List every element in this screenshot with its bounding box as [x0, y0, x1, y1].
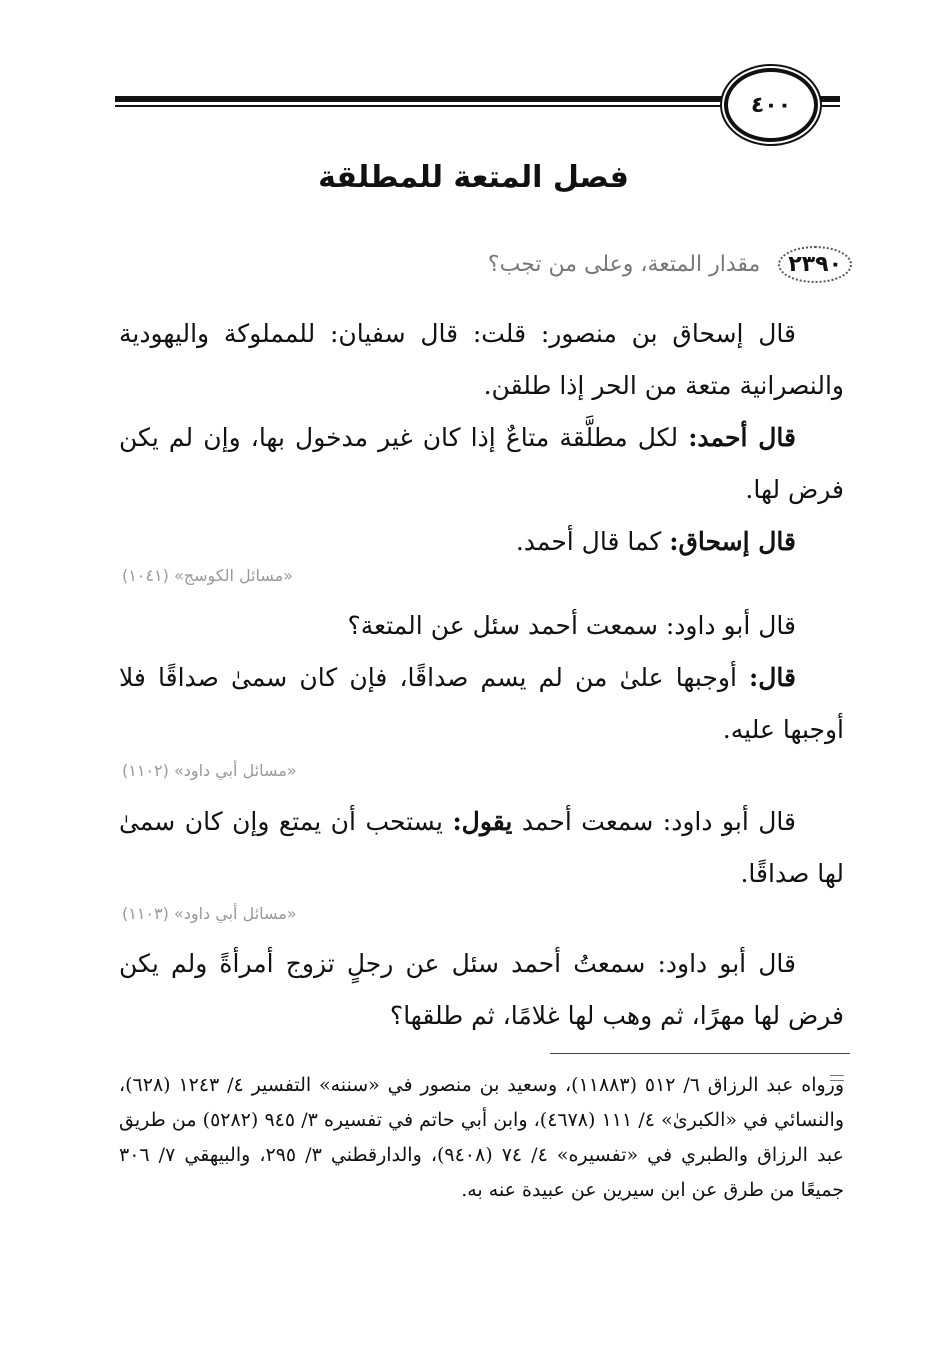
source-citation: «مسائل أبي داود» (١١٠٢): [122, 761, 297, 780]
paragraph-text: لكل مطلَّقة متاعٌ إذا كان غير مدخول بها، وإن لم يكن فرض لها.: [119, 423, 844, 504]
paragraph-text: قال أبو داود: سمعت أحمد: [512, 807, 796, 836]
source-citation: «مسائل الكوسج» (١٠٤١): [122, 566, 294, 585]
issue-heading: [488, 246, 852, 283]
paragraph-text: كما قال أحمد.: [515, 527, 670, 556]
paragraph: قال أبو داود: سمعت أحمد سئل عن المتعة؟: [347, 611, 796, 640]
footnote-divider: [550, 1053, 850, 1054]
page-number-medallion: [724, 68, 818, 142]
paragraph: قال أبو داود: سمعتُ أحمد سئل عن رجلٍ تزوج أمرأةً ولم يكن فرض لها مهرًا، ثم وهب لها غلامًا، ثم طلقها؟: [119, 949, 844, 1030]
footnote: ورواه عبد الرزاق ٦/ ٥١٢ (١١٨٨٣)، وسعيد بن منصور في «سننه» التفسير ٤/ ١٢٤٣ (٦٢٨)، والنسائي في «الكبرىٰ» ٤/ ١١١ (٤٦٧٨)، وابن أبي حاتم في تفسيره ٣/ ٩٤٥ (٥٢٨٢) من طريق عبد الرزاق والطبري في «تفسيره» ٤/ ٧٤ (٩٤٠٨)، والدارقطني ٣/ ٢٩٥، والبيهقي ٧/ ٣٠٦ جميعًا من طرق عن ابن سيرين عن عبيدة عنه به.: [119, 1074, 845, 1201]
source-citation: «مسائل أبي داود» (١١٠٣): [122, 904, 297, 923]
chapter-title: فصل المتعة للمطلقة: [318, 160, 629, 195]
section-1: [119, 308, 844, 568]
section-2: [119, 600, 844, 756]
emphasis: يقول:: [452, 807, 513, 836]
speaker-label: قال إسحاق:: [669, 527, 796, 556]
section-4: [119, 938, 844, 1042]
speaker-label: قال أحمد:: [688, 423, 796, 452]
speaker-label: قال:: [749, 663, 796, 692]
paragraph: [119, 652, 844, 756]
paragraph: [119, 516, 844, 568]
paragraph-text: أوجبها علىٰ من لم يسم صداقًا، فإن كان سمىٰ صداقًا فلا أوجبها عليه.: [119, 663, 844, 744]
paragraph-text: يستحب أن يمتع وإن كان سمىٰ لها صداقًا.: [119, 807, 844, 888]
issue-number: ٢٣٩٠: [778, 246, 852, 283]
paragraph: قال إسحاق بن منصور: قلت: قال سفيان: للمملوكة واليهودية والنصرانية متعة من الحر إذا طلقن.: [119, 319, 844, 400]
paragraph: [119, 412, 844, 516]
paragraph: [119, 796, 844, 900]
page-number: ٤٠٠: [750, 92, 792, 118]
issue-title: مقدار المتعة، وعلى من تجب؟: [487, 252, 761, 277]
section-3: [119, 796, 844, 900]
